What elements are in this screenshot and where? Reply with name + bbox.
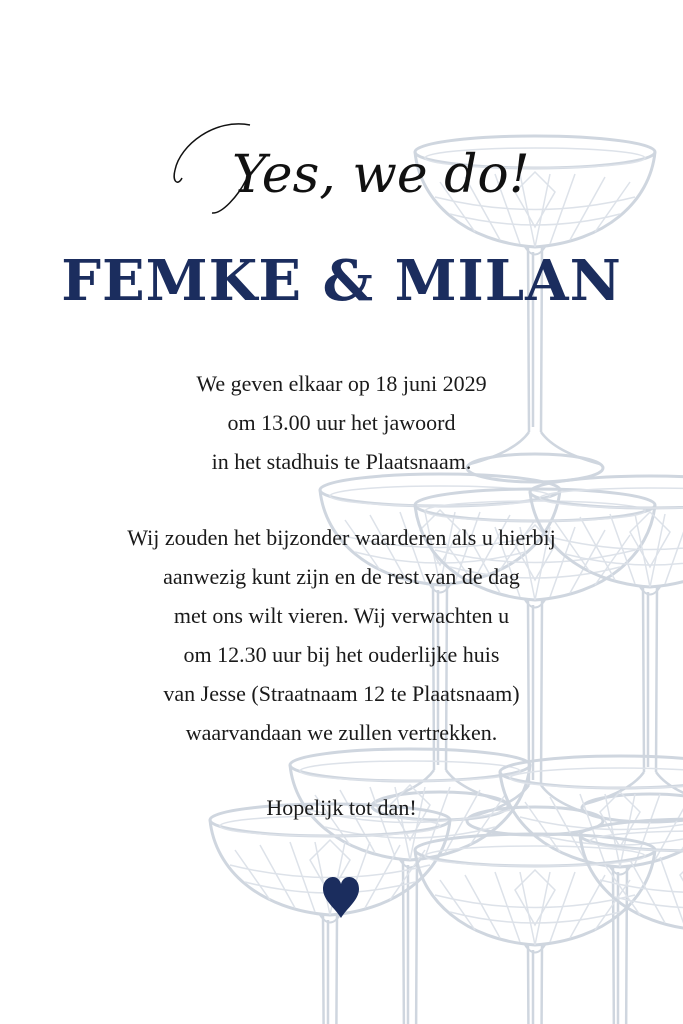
invitation-line: met ons wilt vieren. Wij verwachten u — [173, 603, 510, 628]
invitation-line: aanwezig kunt zijn en de rest van de dag — [163, 564, 520, 589]
invitation-line: van Jesse (Straatnaam 12 te Plaatsnaam) — [163, 681, 520, 706]
heart-icon — [321, 876, 361, 920]
invitation-line: Wij zouden het bijzonder waarderen als u hierbij — [127, 525, 556, 550]
couple-names: FEMKE & MILAN — [61, 248, 622, 314]
announcement-line: We geven elkaar op 18 juni 2029 — [196, 371, 487, 396]
announcement-line: om 13.00 uur het jawoord — [227, 410, 456, 435]
announcement-line: in het stadhuis te Plaatsnaam. — [211, 449, 472, 474]
invitation-line: om 12.30 uur bij het ouderlijke huis — [183, 642, 500, 667]
invitation-line: waarvandaan we zullen vertrekken. — [185, 720, 498, 745]
invitation-text — [0, 518, 683, 752]
announcement-text — [0, 364, 683, 481]
script-heading-text: Yes, we do! — [232, 145, 530, 205]
closing-text: Hopelijk tot dan! — [266, 795, 417, 820]
script-heading — [0, 110, 683, 230]
